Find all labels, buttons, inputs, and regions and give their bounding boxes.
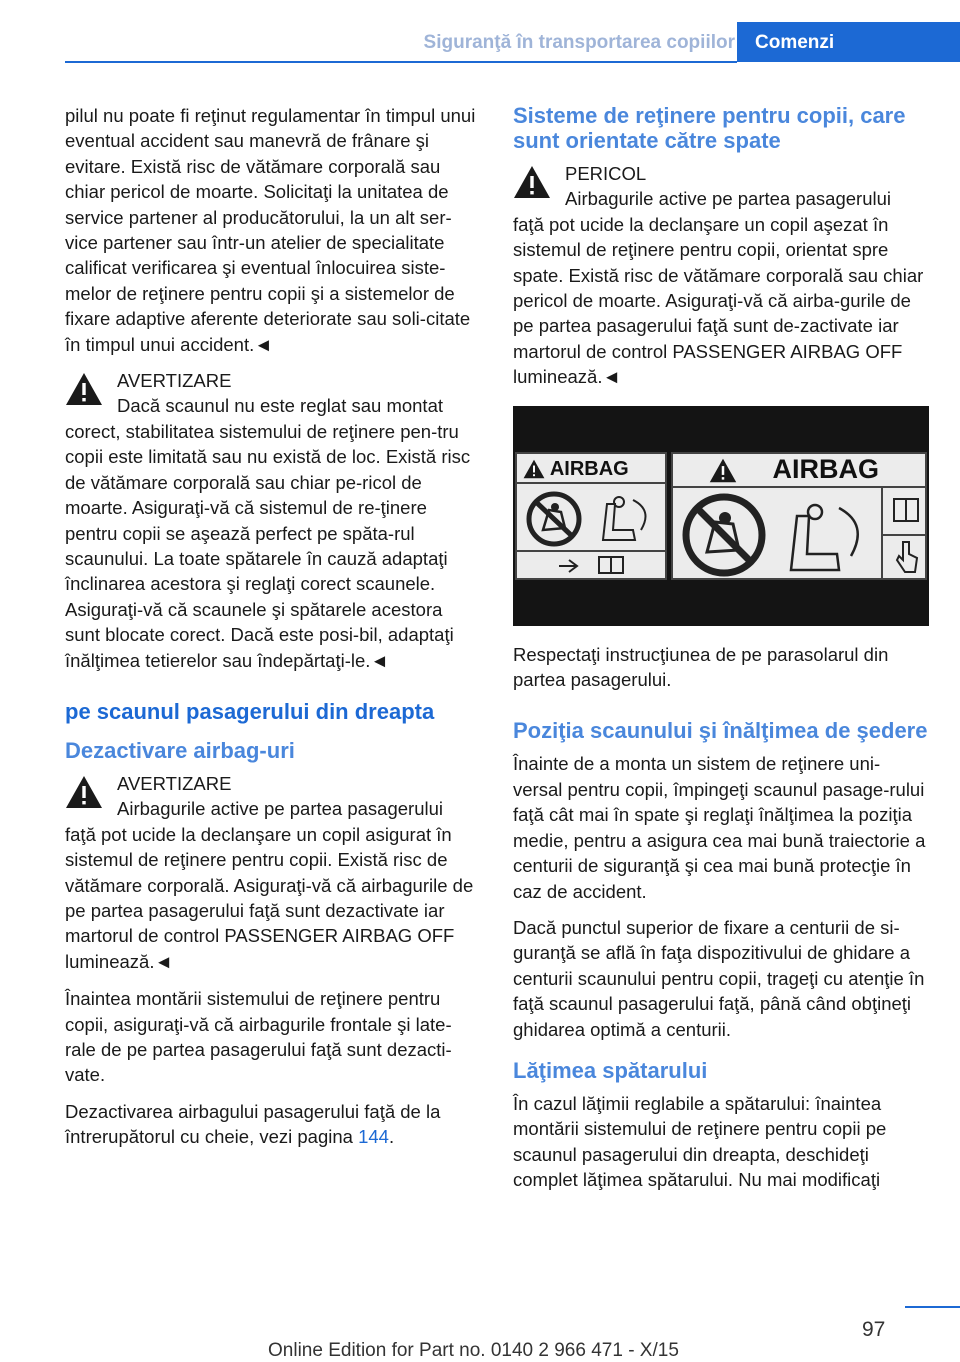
- no-child-seat-icon: [521, 490, 587, 548]
- airbag-label-text: AIRBAG: [549, 457, 629, 480]
- label-header: [673, 454, 925, 488]
- subsection-heading: Sisteme de reţinere pentru copii, care sunt orientate către spate: [513, 103, 906, 153]
- section-heading: pe scaunul pasagerului din dreapta: [65, 698, 435, 724]
- edition-footer: Online Edition for Part no. 0140 2 966 471 - X/15: [268, 1340, 679, 1361]
- paragraph: Înainte de a monta un sistem de reţinere uni‐versal pentru copii, împingeţi scaunul pasage‐rului faţă cât mai în spate şi reglaţi înălţimea la poziţia medie, pentru a asigura cea mai bună traiectorie a centurii de siguranţă şi cea mai bună protecţie în caz de accident.: [513, 753, 926, 902]
- figure-caption: Respectaţi instrucţiunea de pe parasolarul din partea pasagerului.: [513, 643, 889, 691]
- subsection-heading: Dezactivare airbag-uri: [65, 737, 295, 763]
- warning-triangle-icon: [65, 372, 103, 406]
- page-link[interactable]: 144: [358, 1126, 389, 1148]
- warning-box: [65, 771, 481, 974]
- footer-rule: [905, 1306, 960, 1308]
- header-rule: [65, 61, 737, 63]
- manual-book-icon: [893, 496, 919, 526]
- danger-text: faţă pot ucide la declanşare un copil aşezat în sistemul de reţinere pentru copii, orientat spre spate. Există risc de vătămare corporală sau chiar pericol de moarte. Asiguraţi-vă că airba‐gurile de pe partea pasagerului faţă sunt de‐zactivate iar martorul de control PASSENGER AIRBAG OFF luminează.◄: [513, 213, 924, 388]
- page-header: [0, 0, 960, 62]
- warning-text: corect, stabilitatea sistemului de reţinere pen‐tru copii este limitată sau nu există de loc. Există risc de vătămare corporală sau chiar pe‐ricol de moarte. Asiguraţi-vă că sistemul de re‐ţinere pentru copii se aşează perfect pe spăta‐rul scaunului. La toate spătarele în cauză adaptaţi înclinarea acestora şi reglaţi corect scaunele. Asiguraţi-vă că scaunele şi spătarele acestora sunt blocate corect. Dacă este posi‐bil, adaptaţi înălţimea tetierelor sau îndepărtaţi-le.◄: [65, 420, 471, 671]
- danger-box: [513, 161, 929, 390]
- paragraph: Dacă punctul superior de fixare a centurii de si‐guranţă se află în faţa dispozitivului de ghidare a centurii scaunului pentru copii, trageţi cu atenţie în faţă scaunul pasagerului faţă, până când obţineţi ghidarea optimă a centurii.: [513, 916, 925, 1040]
- warning-triangle-icon: [65, 775, 103, 809]
- paragraph-text: .: [388, 1126, 395, 1148]
- paragraph: Înaintea montării sistemului de reţinere pentru copii, asiguraţi-vă că airbagurile frontale şi late‐rale de pe partea pasagerului faţă sunt dezacti‐vate.: [65, 988, 452, 1086]
- warning-triangle-icon: [523, 459, 545, 479]
- danger-text: Airbagurile active pe partea pasagerului: [565, 188, 892, 210]
- hand-pointer-icon: [895, 540, 919, 574]
- no-child-seat-icon: [677, 492, 771, 578]
- section-title: Siguranţă în transportarea copiilor: [423, 32, 735, 53]
- warning-triangle-icon: [513, 165, 551, 199]
- warning-text: faţă pot ucide la declanşare un copil asigurat în sistemul de reţinere pentru copii. Există risc de vătămare corporală. Asiguraţi-vă că airbagurile de pe partea pasagerului faţă sunt dezactivate iar martorul de control PASSENGER AIRBAG OFF luminează.◄: [65, 823, 474, 972]
- airbag-label-text: AIRBAG: [772, 453, 880, 484]
- airbag-seat-icon: [777, 494, 877, 578]
- danger-title: PERICOL: [565, 163, 647, 184]
- airbag-label-large: [671, 452, 927, 580]
- paragraph: pilul nu poate fi reţinut regulamentar în timpul unui eventual accident sau manevră de frânare şi evitare. Există risc de vătămare corporală sau chiar pericol de moarte. Solicitaţi la unitatea de service partener al producătorului, la un alt ser‐vice partener sau într-un atelier de specialitate calificat verificarea şi eventual înlocuirea siste‐melor de reţinere pentru copii şi a sistemelor de fixare adaptive aferente deteriorate sau soli‐citate în timpul unui accident.◄: [65, 105, 476, 355]
- chapter-tab[interactable]: Comenzi: [737, 22, 960, 62]
- paragraph: [65, 1099, 481, 1150]
- paragraph-text: Dezactivarea airbagului pasagerului faţă de la întrerupătorul cu cheie, vezi pagina: [65, 1100, 441, 1148]
- warning-text: Dacă scaunul nu este reglat sau montat: [117, 395, 443, 417]
- warning-title: AVERTIZARE: [117, 370, 232, 392]
- manual-pointer-icon: [555, 554, 629, 576]
- airbag-label-small: [515, 452, 667, 580]
- warning-text: Airbagurile active pe partea pasagerului: [117, 798, 444, 820]
- warning-triangle-icon: [709, 458, 737, 483]
- warning-title: AVERTIZARE: [117, 772, 232, 794]
- warning-box: [65, 368, 481, 673]
- subsection-heading: Lăţimea spătarului: [513, 1057, 708, 1083]
- page-number: 97: [862, 1318, 886, 1341]
- left-column: [65, 103, 481, 1161]
- airbag-seat-icon: [593, 490, 659, 548]
- paragraph: În cazul lăţimii reglabile a spătarului: înaintea montării sistemului de reţinere pentru copii pe scaunul pasagerului din dreapta, deschideţi complet lăţimea spătarului. Nu mai modificaţi: [513, 1092, 887, 1191]
- subsection-heading: Poziţia scaunului şi înălţimea de şedere: [513, 718, 928, 744]
- right-column: [513, 103, 929, 1204]
- label-header: [517, 454, 665, 484]
- airbag-label-figure: [513, 406, 929, 626]
